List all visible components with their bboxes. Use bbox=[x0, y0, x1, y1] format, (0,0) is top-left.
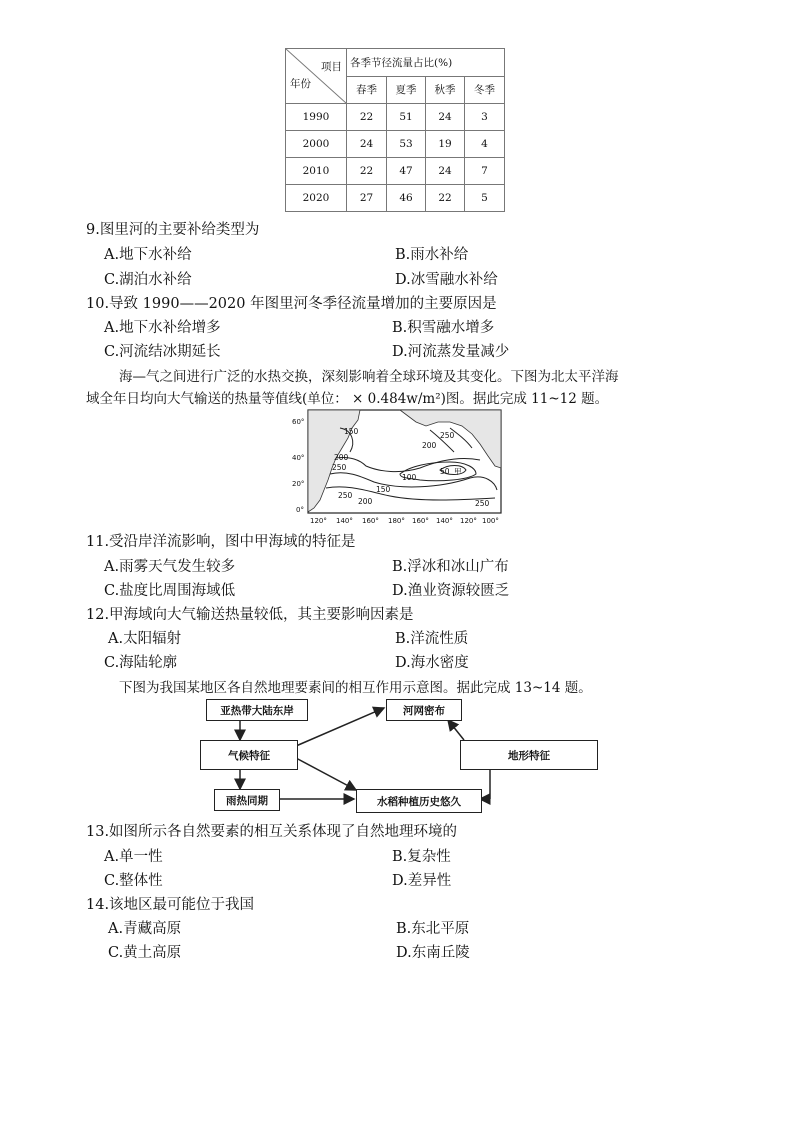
passage-line-1: 海—气之间进行广泛的水热交换，深刻影响着全球环境及其变化。下图为北太平洋海 bbox=[119, 369, 619, 385]
value-cell: 3 bbox=[465, 104, 505, 131]
contour-label: 200 bbox=[334, 453, 349, 462]
q9-stem: 9.图里河的主要补给类型为 bbox=[86, 222, 260, 238]
value-cell: 24 bbox=[426, 104, 465, 131]
box-dense-rivers: 河网密布 bbox=[386, 699, 462, 721]
q11-option-d: D.渔业资源较匮乏 bbox=[392, 583, 510, 599]
year-cell: 2000 bbox=[286, 131, 347, 158]
q11-option-a: A.雨雾天气发生较多 bbox=[104, 559, 236, 575]
value-cell: 19 bbox=[426, 131, 465, 158]
contour-label-jia: 甲 bbox=[454, 467, 462, 476]
north-pacific-heat-map bbox=[290, 408, 505, 526]
table-row bbox=[286, 158, 505, 185]
season-header: 夏季 bbox=[387, 76, 426, 104]
lon-label: 120° bbox=[310, 517, 327, 525]
q14-option-c: C.黄土高原 bbox=[108, 945, 182, 961]
box-climate-features: 气候特征 bbox=[200, 740, 298, 770]
corner-top-label: 项目 bbox=[321, 61, 342, 73]
lon-label: 160° bbox=[362, 517, 379, 525]
lat-label: 20° bbox=[292, 480, 305, 488]
q11-option-b: B.浮冰和冰山广布 bbox=[392, 559, 509, 575]
q10-option-c: C.河流结冰期延长 bbox=[104, 344, 221, 360]
arrow-climate-to-rice bbox=[296, 758, 356, 790]
lon-label: 140° bbox=[336, 517, 353, 525]
passage-line-2: 域全年日均向大气输送的热量等值线(单位： × 0.484w/m²)图。据此完成 11~12 题。 bbox=[86, 391, 609, 407]
contour-label: 150 bbox=[344, 427, 359, 436]
q14-stem: 14.该地区最可能位于我国 bbox=[86, 897, 255, 913]
value-cell: 22 bbox=[347, 158, 387, 185]
contour-label: 250 bbox=[338, 491, 353, 500]
year-cell: 2020 bbox=[286, 185, 347, 212]
value-cell: 24 bbox=[426, 158, 465, 185]
table-row bbox=[286, 185, 505, 212]
q13-option-a: A.单一性 bbox=[104, 849, 163, 865]
value-cell: 53 bbox=[387, 131, 426, 158]
lat-label: 40° bbox=[292, 454, 305, 462]
value-cell: 24 bbox=[347, 131, 387, 158]
lon-label: 100° bbox=[482, 517, 499, 525]
q11-option-c: C.盐度比周围海域低 bbox=[104, 583, 236, 599]
q10-option-b: B.积雪融水增多 bbox=[392, 320, 495, 336]
box-rice-history: 水稻种植历史悠久 bbox=[356, 789, 482, 813]
value-cell: 7 bbox=[465, 158, 505, 185]
season-header: 冬季 bbox=[465, 76, 505, 104]
q10-stem: 10.导致 1990——2020 年图里河冬季径流量增加的主要原因是 bbox=[86, 296, 497, 312]
season-header: 春季 bbox=[347, 76, 387, 104]
year-cell: 2010 bbox=[286, 158, 347, 185]
q13-option-c: C.整体性 bbox=[104, 873, 163, 889]
q12-option-b: B.洋流性质 bbox=[395, 631, 469, 647]
table-row bbox=[286, 131, 505, 158]
value-cell: 22 bbox=[347, 104, 387, 131]
value-cell: 5 bbox=[465, 185, 505, 212]
q10-option-a: A.地下水补给增多 bbox=[104, 320, 221, 336]
box-subtropical-east-coast: 亚热带大陆东岸 bbox=[206, 699, 308, 721]
year-cell: 1990 bbox=[286, 104, 347, 131]
table-corner-cell bbox=[286, 49, 347, 104]
box-rain-heat-season: 雨热同期 bbox=[214, 789, 280, 811]
lon-label: 120° bbox=[460, 517, 477, 525]
lon-label: 180° bbox=[388, 517, 405, 525]
table-group-header: 各季节径流量占比(%) bbox=[347, 49, 505, 77]
table-row bbox=[286, 104, 505, 131]
q12-option-a: A.太阳辐射 bbox=[108, 631, 182, 647]
q14-option-b: B.东北平原 bbox=[396, 921, 470, 937]
q9-option-d: D.冰雪融水补给 bbox=[395, 272, 498, 288]
value-cell: 47 bbox=[387, 158, 426, 185]
season-header: 秋季 bbox=[426, 76, 465, 104]
q13-option-b: B.复杂性 bbox=[392, 849, 451, 865]
runoff-table bbox=[285, 48, 505, 212]
arrow-terrain-to-rivers bbox=[448, 720, 464, 740]
q13-stem: 13.如图所示各自然要素的相互关系体现了自然地理环境的 bbox=[86, 824, 458, 840]
q12-stem: 12.甲海域向大气输送热量较低，其主要影响因素是 bbox=[86, 607, 414, 623]
contour-label: 250 bbox=[475, 499, 490, 508]
contour-label: 50 bbox=[440, 467, 450, 476]
value-cell: 22 bbox=[426, 185, 465, 212]
lat-label: 0° bbox=[296, 506, 304, 514]
value-cell: 46 bbox=[387, 185, 426, 212]
q9-option-c: C.湖泊水补给 bbox=[104, 272, 192, 288]
value-cell: 51 bbox=[387, 104, 426, 131]
q9-option-b: B.雨水补给 bbox=[395, 247, 469, 263]
q14-option-d: D.东南丘陵 bbox=[396, 945, 470, 961]
arrow-climate-to-rivers bbox=[296, 708, 384, 746]
q11-stem: 11.受沿岸洋流影响，图中甲海域的特征是 bbox=[86, 534, 356, 550]
contour-label: 150 bbox=[376, 485, 391, 494]
corner-bottom-label: 年份 bbox=[290, 78, 311, 90]
box-terrain-features: 地形特征 bbox=[460, 740, 598, 770]
contour-label: 100 bbox=[402, 473, 417, 482]
contour-label: 200 bbox=[422, 441, 437, 450]
contour-label: 250 bbox=[332, 463, 347, 472]
q10-option-d: D.河流蒸发量减少 bbox=[392, 344, 510, 360]
lat-label: 60° bbox=[292, 418, 305, 426]
q12-option-d: D.海水密度 bbox=[395, 655, 469, 671]
q14-option-a: A.青藏高原 bbox=[108, 921, 182, 937]
q12-option-c: C.海陆轮廓 bbox=[104, 655, 178, 671]
q9-option-a: A.地下水补给 bbox=[104, 247, 192, 263]
value-cell: 4 bbox=[465, 131, 505, 158]
lon-label: 140° bbox=[436, 517, 453, 525]
contour-label: 250 bbox=[440, 431, 455, 440]
passage-2: 下图为我国某地区各自然地理要素间的相互作用示意图。据此完成 13~14 题。 bbox=[119, 680, 592, 696]
contour-label: 200 bbox=[358, 497, 373, 506]
q13-option-d: D.差异性 bbox=[392, 873, 452, 889]
value-cell: 27 bbox=[347, 185, 387, 212]
lon-label: 160° bbox=[412, 517, 429, 525]
